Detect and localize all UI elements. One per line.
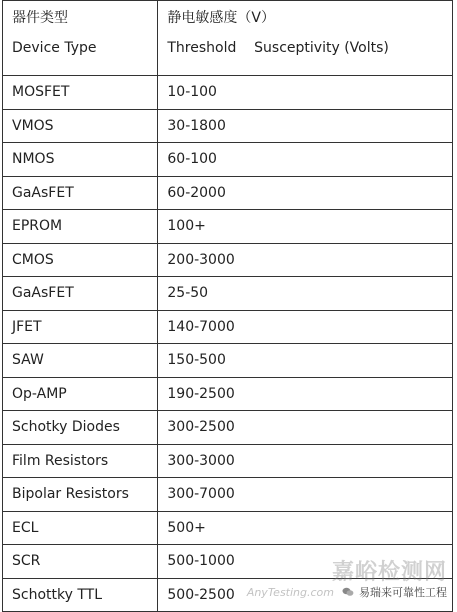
header-threshold-en: Threshold Susceptivity (Volts) (167, 40, 389, 56)
table-row (3, 578, 453, 612)
threshold-cell: 100+ (158, 210, 453, 244)
table-row (3, 76, 453, 110)
table-row (3, 511, 453, 545)
table-row (3, 377, 453, 411)
threshold-cell: 500-2500 (158, 578, 453, 612)
threshold-cell: 60-2000 (158, 176, 453, 210)
table-row (3, 176, 453, 210)
table-row (3, 545, 453, 579)
device-cell: ECL (3, 511, 158, 545)
threshold-cell: 300-3000 (158, 444, 453, 478)
table-row (3, 243, 453, 277)
device-cell: Bipolar Resistors (3, 478, 158, 512)
device-cell: SCR (3, 545, 158, 579)
header-threshold (158, 1, 453, 76)
threshold-cell: 300-2500 (158, 411, 453, 445)
threshold-cell: 500+ (158, 511, 453, 545)
watermark-main: 嘉峪检测网 (331, 560, 447, 585)
device-cell: NMOS (3, 143, 158, 177)
table-row (3, 310, 453, 344)
device-cell: Film Resistors (3, 444, 158, 478)
device-cell: CMOS (3, 243, 158, 277)
device-cell: GaAsFET (3, 277, 158, 311)
table-row (3, 277, 453, 311)
table-row (3, 444, 453, 478)
device-cell: MOSFET (3, 76, 158, 110)
table-row (3, 109, 453, 143)
device-cell: SAW (3, 344, 158, 378)
threshold-cell: 140-7000 (158, 310, 453, 344)
threshold-cell: 60-100 (158, 143, 453, 177)
table-row (3, 143, 453, 177)
table-row (3, 411, 453, 445)
threshold-cell: 190-2500 (158, 377, 453, 411)
header-device-type-cn: 器件类型 (12, 10, 68, 26)
header-device-type (3, 1, 158, 76)
device-cell: Schotky Diodes (3, 411, 158, 445)
watermark-cn: 易瑞来可靠性工程 (359, 586, 447, 599)
header-threshold-cn: 静电敏感度（V） (167, 10, 275, 26)
device-cell: VMOS (3, 109, 158, 143)
threshold-cell: 30-1800 (158, 109, 453, 143)
threshold-cell: 10-100 (158, 76, 453, 110)
threshold-cell: 500-1000 (158, 545, 453, 579)
device-cell: JFET (3, 310, 158, 344)
threshold-cell: 300-7000 (158, 478, 453, 512)
table-row (3, 478, 453, 512)
table-row (3, 344, 453, 378)
threshold-cell: 25-50 (158, 277, 453, 311)
device-cell: EPROM (3, 210, 158, 244)
threshold-cell: 200-3000 (158, 243, 453, 277)
device-cell: Schottky TTL (3, 578, 158, 612)
watermark-en: AnyTesting.com (246, 586, 334, 599)
header-device-type-en: Device Type (12, 40, 97, 56)
table-header-row (3, 1, 453, 76)
table-row (3, 210, 453, 244)
threshold-cell: 150-500 (158, 344, 453, 378)
device-cell: Op-AMP (3, 377, 158, 411)
esd-sensitivity-table (2, 0, 453, 612)
device-cell: GaAsFET (3, 176, 158, 210)
